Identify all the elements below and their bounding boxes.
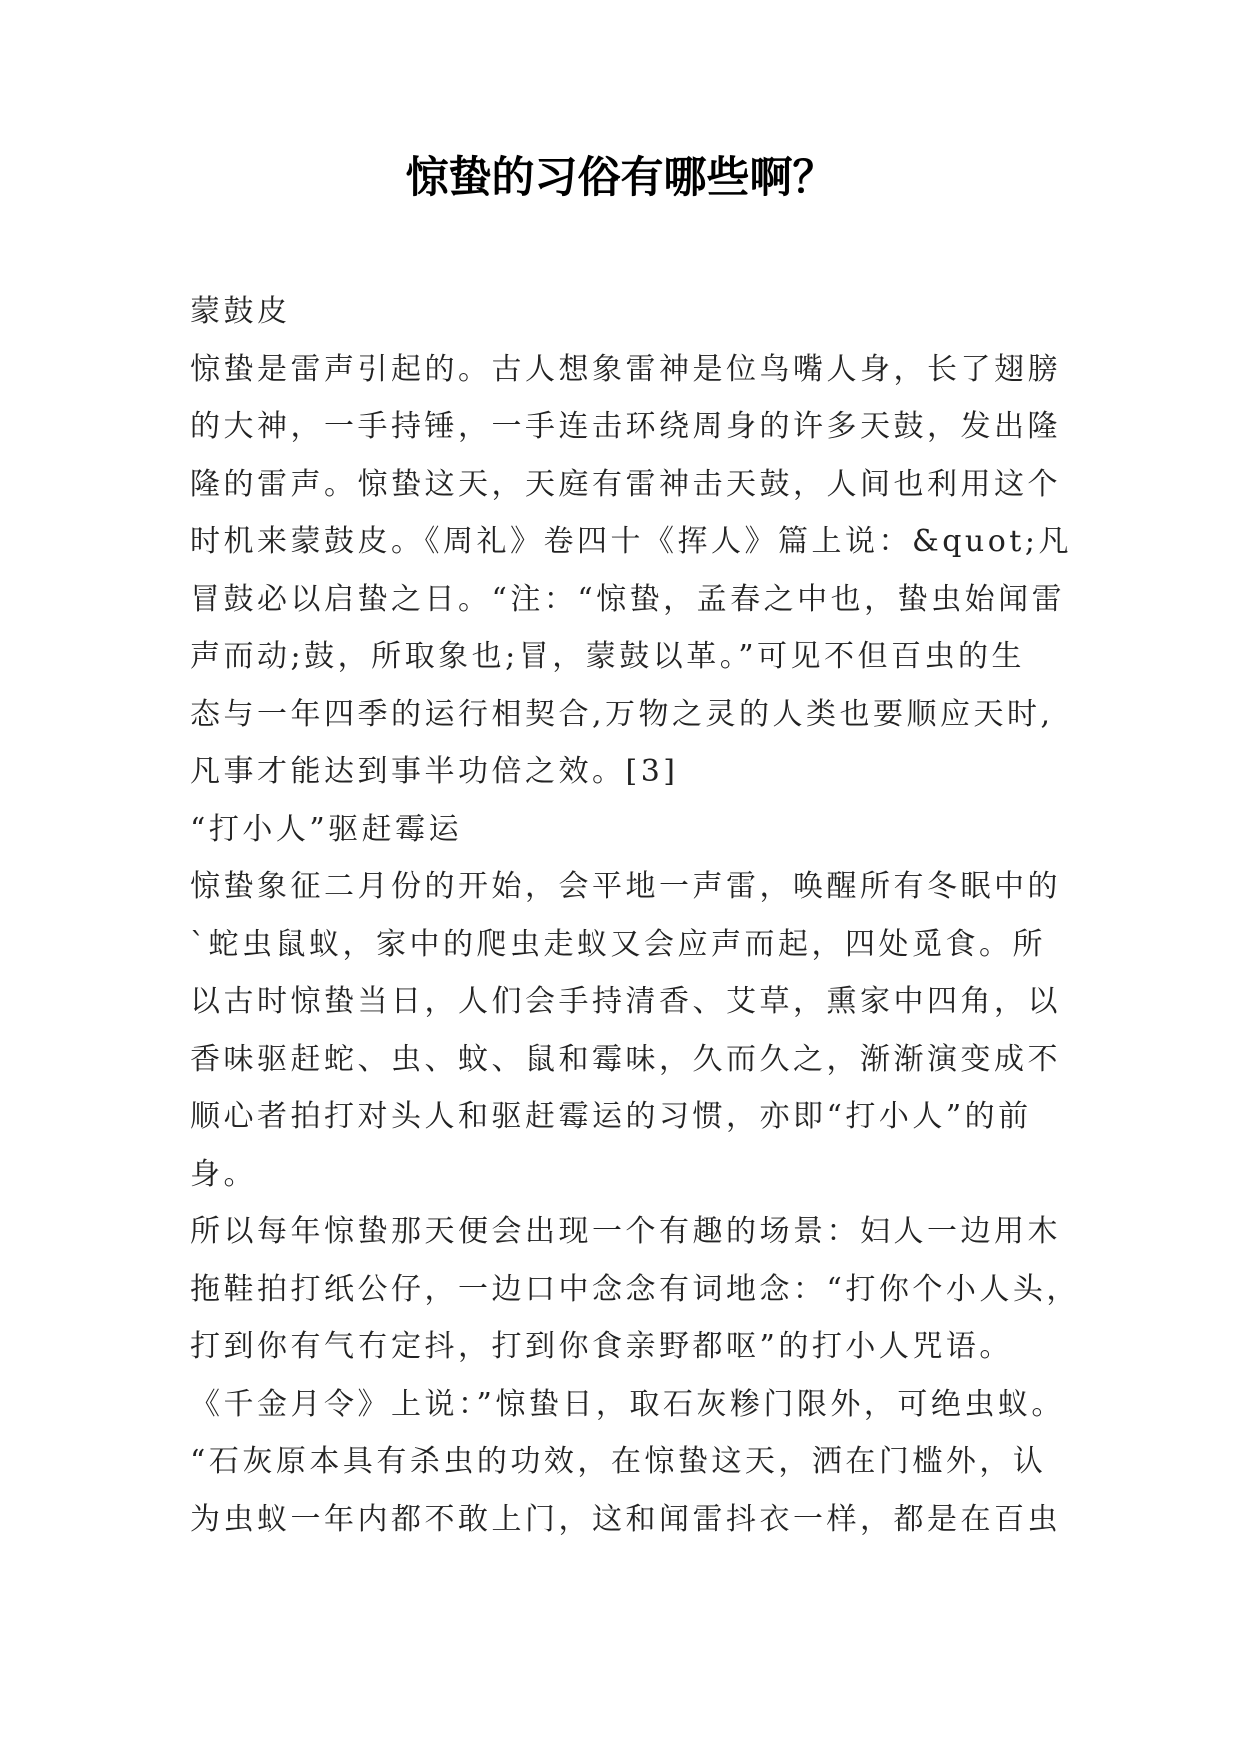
paragraph-line: `蛇虫鼠蚁，家中的爬虫走蚁又会应声而起，四处觅食。所: [190, 926, 1046, 962]
document-title: 惊蛰的习俗有哪些啊？: [405, 153, 836, 203]
paragraph-line: 打到你有气冇定抖，打到你食亲野都呕”的打小人咒语。: [190, 1329, 1013, 1364]
paragraph-line: “打小人”驱赶霉运: [190, 811, 463, 847]
paragraph-line: “石灰原本具有杀虫的功效，在惊蛰这天，洒在门槛外，认: [190, 1444, 1047, 1479]
document-body: [190, 283, 1090, 1548]
paragraph-line: 香味驱赶蛇、虫、蚊、鼠和霉味，久而久之，渐渐演变成不: [190, 1041, 1061, 1077]
paragraph-line: 拖鞋拍打纸公仔，一边口中念念有词地念：“打你个小人头，: [190, 1271, 1080, 1307]
paragraph-line: 隆的雷声。惊蛰这天，天庭有雷神击天鼓，人间也利用这个: [190, 466, 1061, 502]
paragraph-line: 所以每年惊蛰那天便会出现一个有趣的场景：妇人一边用木: [190, 1214, 1061, 1249]
paragraph-line: 惊蛰象征二月份的开始，会平地一声雷，唤醒所有冬眠中的: [190, 869, 1061, 904]
paragraph-line: 时机来蒙鼓皮。《周礼》卷四十《挥人》篇上说：&quot;凡: [190, 524, 1072, 559]
paragraph-line: 态与一年四季的运行相契合,万物之灵的人类也要顺应天时,: [190, 696, 1054, 732]
paragraph-line: 蒙鼓皮: [190, 294, 291, 329]
paragraph-line: 顺心者拍打对头人和驱赶霉运的习惯，亦即“打小人”的前: [190, 1099, 1032, 1134]
paragraph-line: 的大神，一手持锤，一手连击环绕周身的许多天鼓，发出隆: [190, 409, 1061, 444]
paragraph-line: 惊蛰是雷声引起的。古人想象雷神是位鸟嘴人身，长了翅膀: [190, 351, 1061, 387]
paragraph-line: 《千金月令》上说：”惊蛰日，取石灰糁门限外，可绝虫蚁。: [190, 1386, 1065, 1422]
paragraph-line: 凡事才能达到事半功倍之效。[3]: [190, 754, 679, 789]
paragraph-line: 冒鼓必以启蛰之日。“注：“惊蛰，孟春之中也，蛰虫始闻雷: [190, 581, 1066, 617]
paragraph-line: 为虫蚁一年内都不敢上门，这和闻雷抖衣一样，都是在百虫: [190, 1501, 1061, 1537]
paragraph-line: 身。: [190, 1156, 257, 1192]
paragraph-line: 以古时惊蛰当日，人们会手持清香、艾草，熏家中四角，以: [190, 984, 1061, 1019]
paragraph-line: 声而动;鼓，所取象也;冒，蒙鼓以革。”可见不但百虫的生: [190, 639, 1026, 674]
